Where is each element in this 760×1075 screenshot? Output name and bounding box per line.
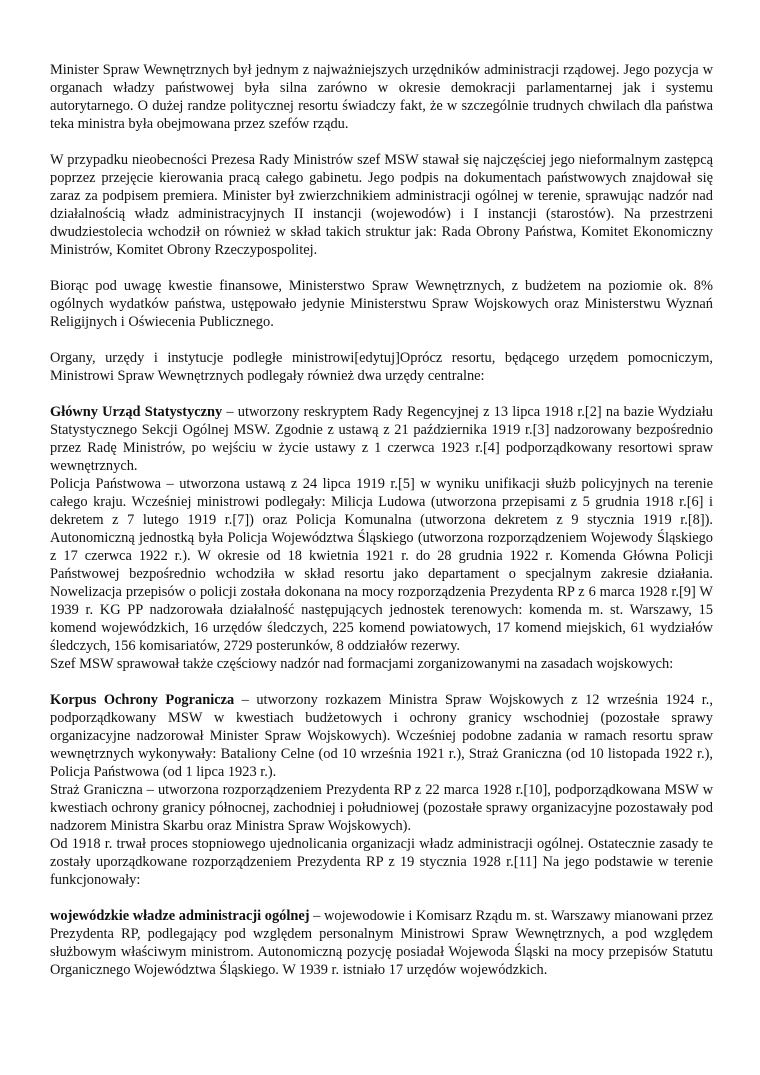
spacer <box>50 385 713 403</box>
paragraph-budget: Biorąc pod uwagę kwestie finansowe, Ministerstwo Spraw Wewnętrznych, z budżetem na poziomie ok. 8% ogólnych wydatków państwa, ustępowało jedynie Ministerstwu Spraw Wojskowych oraz Ministerstwu Wyznań Religijnych i Oświecenia Publicznego. <box>50 278 713 330</box>
document-body <box>50 61 713 979</box>
paragraph-straz-graniczna: Straż Graniczna – utworzona rozporządzeniem Prezydenta RP z 22 marca 1928 r.[10], podporządkowana MSW w kwestiach ochrony granicy północnej, zachodniej i południowej (pozostałe sprawy organizacyjne pozostawały pod nadzorem Ministra Skarbu oraz Ministra Spraw Wojskowych). <box>50 782 713 834</box>
term-kop: Korpus Ochrony Pogranicza <box>50 692 235 708</box>
paragraph-gus <box>50 403 713 475</box>
paragraph-military-formations: Szef MSW sprawował także częściowy nadzór nad formacjami zorganizowanymi na zasadach wojskowych: <box>50 656 674 672</box>
paragraph-kop <box>50 691 713 781</box>
spacer <box>50 889 713 907</box>
paragraph-admin-unification: Od 1918 r. trwał proces stopniowego ujednolicania organizacji władz administracji ogólnej. Ostatecznie zasady te zostały uporządkowane rozporządzeniem Prezydenta RP z 19 stycznia 1928 r.[11] Na jego podstawie w terenie funkcjonowały: <box>50 836 713 888</box>
paragraph-policja: Policja Państwowa – utworzona ustawą z 24 lipca 1919 r.[5] w wyniku unifikacji służb policyjnych na terenie całego kraju. Wcześniej ministrowi podlegały: Milicja Ludowa (utworzona przepisami z 5 grudnia 1918 r.[6] i dekretem z 7 lutego 1919 r.[7]) oraz Policja Komunalna (utworzona dekretem z 9 stycznia 1919 r.[8]). Autonomiczną jednostką była Policja Województwa Śląskiego (utworzona rozporządzeniem Wojewody Śląskiego z 17 czerwca 1922 r.). W okresie od 18 kwietnia 1921 r. do 28 grudnia 1922 r. Komenda Główna Policji Państwowej bezpośrednio wchodziła w skład resortu jako departament o specjalnym zakresie działania. Nowelizacja przepisów o policji została dokonana na mocy rozporządzenia Prezydenta RP z 6 marca 1928 r.[9] W 1939 r. KG PP nadzorowała działalność następujących jednostek terenowych: komenda m. st. Warszawy, 15 komend wojewódzkich, 16 urzędów śledczych, 225 komend powiatowych, 17 komend miejskich, 61 wydziałów śledczych, 156 komisariatów, 2729 posterunków, 8 oddziałów rezerwy. <box>50 476 713 654</box>
paragraph-voivodeship-authorities <box>50 907 713 979</box>
paragraph-minister-role: Minister Spraw Wewnętrznych był jednym z najważniejszych urzędników administracji rządowej. Jego pozycja w organach władzy państwowej była silna zarówno w okresie demokracji parlamentarnej jak i systemu autorytarnego. O dużej randze politycznej resortu świadczy fakt, że w szczególnie trudnych chwilach dla państwa teka ministra była obejmowana przez szefów rządu. <box>50 62 713 132</box>
term-gus: Główny Urząd Statystyczny <box>50 404 223 420</box>
paragraph-subordinate-offices: Organy, urzędy i instytucje podległe ministrowi[edytuj]Oprócz resortu, będącego urzędem pomocniczym, Ministrowi Spraw Wewnętrznych podlegały również dwa urzędy centralne: <box>50 350 713 384</box>
spacer <box>50 331 713 349</box>
text-gus: – utworzony reskryptem Rady Regencyjnej z 13 lipca 1918 r.[2] na bazie Wydziału Statystycznego Sekcji Ogólnej MSW. Zgodnie z ustawą z 21 października 1919 r.[3] nadzorowany bezpośrednio przez Radę Ministrów, po wejściu w życie ustawy z 1 czerwca 1923 r.[4] podporządkowany resortowi spraw wewnętrznych. <box>50 404 713 474</box>
text-voivodeship: – wojewodowie i Komisarz Rządu m. st. Warszawy mianowani przez Prezydenta RP, podlegający pod względem personalnym Ministrowi Spraw Wewnętrznych, a pod względem służbowym właściwym ministrom. Autonomiczną pozycję posiadał Wojewoda Śląski na mocy przepisów Statutu Organicznego Województwa Śląskiego. W 1939 r. istniało 17 urzędów wojewódzkich. <box>50 908 713 978</box>
text-kop: – utworzony rozkazem Ministra Spraw Wojskowych z 12 września 1924 r., podporządkowany MSW w kwestiach budżetowych i ochrony granicy wschodniej (pozostałe sprawy organizacyjne nadzorował Minister Spraw Wojskowych). Wcześniej podobne zadania w ramach resortu spraw wewnętrznych wykonywały: Bataliony Celne (od 10 września 1921 r.), Straż Graniczna (od 10 listopada 1922 r.), Policja Państwowa (od 1 lipca 1923 r.). <box>50 692 713 780</box>
paragraph-deputy-premier: W przypadku nieobecności Prezesa Rady Ministrów szef MSW stawał się najczęściej jego nieformalnym zastępcą poprzez przejęcie kierowania pracą całego gabinetu. Jego podpis na dokumentach państwowych znajdował się zaraz za podpisem premiera. Minister był zwierzchnikiem administracji ogólnej w terenie, sprawując nadzór nad działalnością władz administracyjnych II instancji (wojewodów) i I instancji (starostów). Na przestrzeni dwudziestolecia wchodził on również w skład takich struktur jak: Rada Obrony Państwa, Komitet Ekonomiczny Ministrów, Komitet Obrony Rzeczypospolitej. <box>50 152 713 258</box>
spacer <box>50 673 713 691</box>
spacer <box>50 259 713 277</box>
spacer <box>50 133 713 151</box>
term-voivodeship: wojewódzkie władze administracji ogólnej <box>50 908 310 924</box>
